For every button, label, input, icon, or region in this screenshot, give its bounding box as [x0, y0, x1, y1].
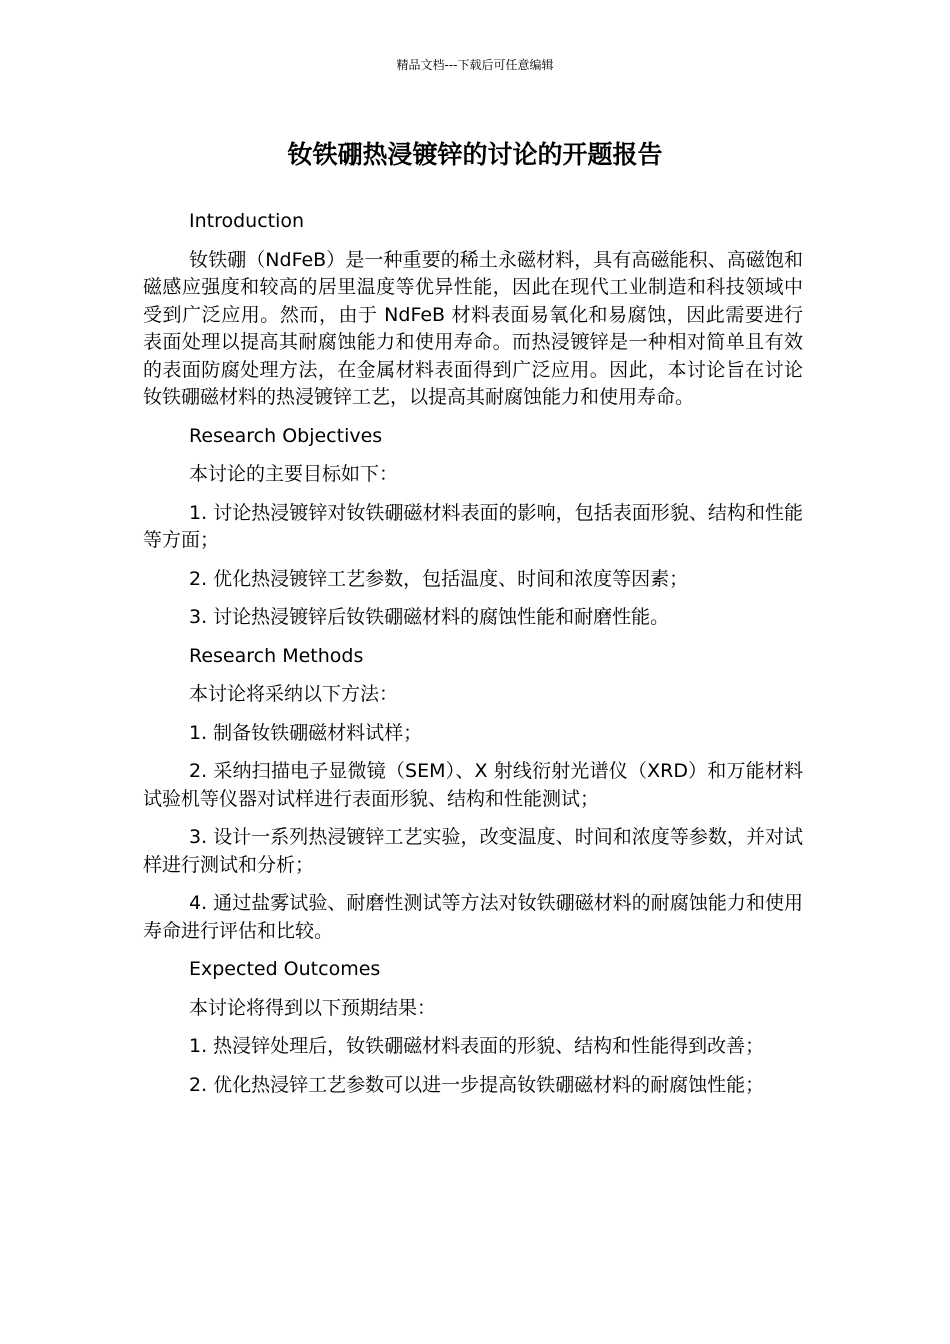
- method-item: 2. 采纳扫描电子显微镜（SEM）、X 射线衍射光谱仪（XRD）和万能材料试验机等仪器对试样进行表面形貌、结构和性能测试；: [143, 760, 803, 810]
- objective-item: 3. 讨论热浸镀锌后钕铁硼磁材料的腐蚀性能和耐磨性能。: [189, 606, 670, 628]
- introduction-paragraph: 钕铁硼（NdFeB）是一种重要的稀土永磁材料，具有高磁能积、高磁饱和磁感应强度和较高的居里温度等优异性能，因此在现代工业制造和科技领域中受到广泛应用。然而，由于 NdFeB 材料表面易氧化和易腐蚀，因此需要进行表面处理以提高其耐腐蚀能力和使用寿命。而热浸镀锌是一种相对简单且有效的表面防腐处理方法，在金属材料表面得到广泛应用。因此，本讨论旨在讨论钕铁硼磁材料的热浸镀锌工艺，以提高其耐腐蚀能力和使用寿命。: [143, 248, 803, 408]
- outcomes-lead: 本讨论将得到以下预期结果：: [189, 996, 437, 1019]
- objectives-lead: 本讨论的主要目标如下：: [189, 463, 399, 485]
- section-heading-objectives: Research Objectives: [189, 424, 383, 447]
- header-note: 精品文档---下载后可任意编辑: [396, 58, 554, 72]
- document-body: [143, 208, 803, 1110]
- objective-item: 1. 讨论热浸镀锌对钕铁硼磁材料表面的影响，包括表面形貌、结构和性能等方面；: [143, 501, 803, 551]
- document-title: 钕铁硼热浸镀锌的讨论的开题报告: [287, 140, 663, 169]
- outcome-item: 1. 热浸锌处理后，钕铁硼磁材料表面的形貌、结构和性能得到改善；: [189, 1035, 765, 1057]
- method-item: 1. 制备钕铁硼磁材料试样；: [189, 721, 423, 744]
- section-heading-methods: Research Methods: [189, 644, 364, 667]
- section-heading-outcomes: Expected Outcomes: [189, 958, 381, 980]
- section-heading-introduction: Introduction: [189, 210, 305, 232]
- methods-lead: 本讨论将采纳以下方法：: [189, 683, 399, 705]
- method-item: 4. 通过盐雾试验、耐磨性测试等方法对钕铁硼磁材料的耐腐蚀能力和使用寿命进行评估和比较。: [143, 892, 803, 942]
- objective-item: 2. 优化热浸镀锌工艺参数，包括温度、时间和浓度等因素；: [189, 567, 689, 590]
- outcome-item: 2. 优化热浸锌工艺参数可以进一步提高钕铁硼磁材料的耐腐蚀性能；: [189, 1073, 765, 1096]
- method-item: 3. 设计一系列热浸镀锌工艺实验，改变温度、时间和浓度等参数，并对试样进行测试和分析；: [143, 826, 803, 876]
